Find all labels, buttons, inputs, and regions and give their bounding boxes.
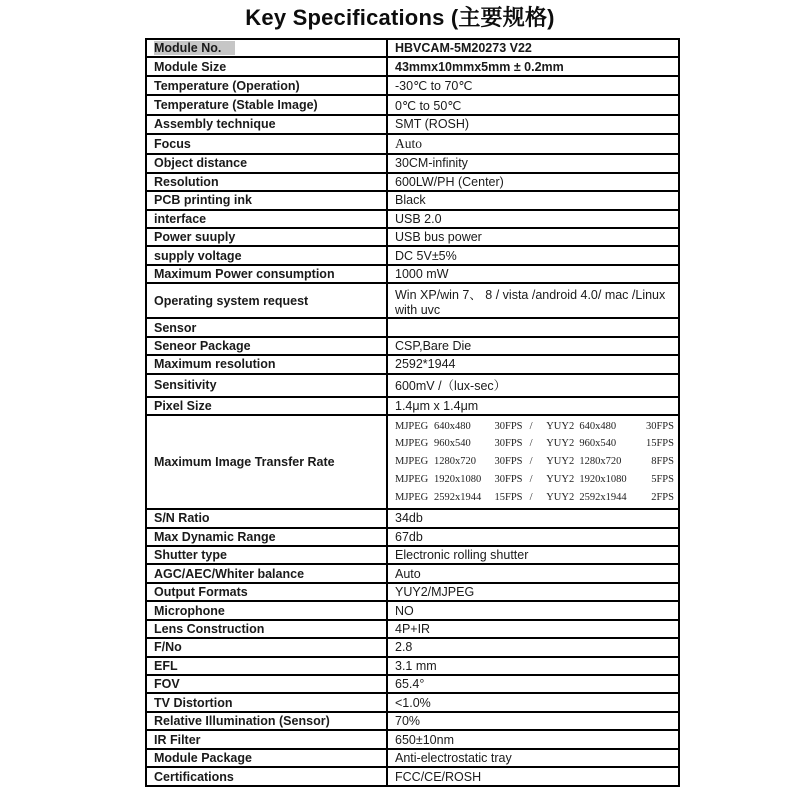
spec-value: 1000 mW (395, 267, 449, 282)
table-row (146, 638, 679, 656)
spec-label-cell (146, 657, 387, 675)
spec-label: F/No (154, 640, 182, 655)
spec-value-cell (387, 76, 679, 96)
spec-value-cell (387, 601, 679, 619)
rate-sep: / (529, 438, 533, 450)
spec-table-body (146, 39, 679, 786)
rate-fps2: 30FPS (645, 420, 674, 432)
spec-value-cell (387, 283, 679, 318)
spec-label: Operating system request (154, 293, 309, 308)
rate-sep: / (529, 456, 533, 468)
table-row (146, 712, 679, 730)
spec-value-cell (387, 415, 679, 509)
table-row (146, 355, 679, 373)
spec-value-cell (387, 675, 679, 693)
table-row (146, 210, 679, 228)
spec-label-cell (146, 675, 387, 693)
spec-label-cell (146, 173, 387, 191)
spec-value: 4P+IR (395, 621, 431, 636)
rate-sep: / (529, 491, 533, 503)
rate-r2: 960x540 (579, 438, 617, 450)
table-row (146, 583, 679, 601)
spec-value: 34db (395, 511, 423, 526)
table-row (146, 173, 679, 191)
rate-sep: / (529, 420, 533, 432)
spec-label: Output Formats (154, 585, 248, 600)
table-row (146, 115, 679, 133)
spec-label-cell (146, 318, 387, 336)
spec-label-cell (146, 154, 387, 172)
table-row (146, 509, 679, 527)
rate-r1: 1280x720 (434, 456, 477, 468)
spec-value-cell (387, 246, 679, 264)
spec-value-cell (387, 712, 679, 730)
spec-value-cell (387, 564, 679, 582)
rate-f1: MJPEG (395, 456, 429, 468)
rate-fps2: 15FPS (645, 438, 674, 450)
spec-value: Black (395, 193, 426, 208)
transfer-rate-line (395, 489, 674, 507)
spec-value-cell (387, 337, 679, 355)
spec-value: 600LW/PH (Center) (395, 174, 504, 189)
spec-label-cell (146, 210, 387, 228)
spec-label: Temperature (Operation) (154, 78, 300, 93)
spec-label: Lens Construction (154, 621, 265, 636)
spec-label: interface (154, 211, 207, 226)
spec-label: Maximum Power consumption (154, 267, 335, 282)
table-row (146, 397, 679, 415)
table-row (146, 337, 679, 355)
spec-value-cell (387, 191, 679, 209)
spec-value: 30CM-infinity (395, 156, 468, 171)
spec-value-cell (387, 620, 679, 638)
spec-label: Sensitivity (154, 378, 217, 393)
spec-value-cell (387, 528, 679, 546)
spec-value: 0℃ to 50℃ (395, 98, 462, 113)
spec-value: Anti-electrostatic tray (395, 751, 512, 766)
spec-value: 1.4μm x 1.4μm (395, 398, 479, 413)
spec-value: CSP,Bare Die (395, 338, 472, 353)
spec-label: Resolution (154, 174, 219, 189)
spec-label-cell (146, 57, 387, 75)
spec-label-cell (146, 564, 387, 582)
table-row (146, 374, 679, 397)
rate-f1: MJPEG (395, 438, 429, 450)
spec-label-cell (146, 374, 387, 397)
spec-value: 650±10nm (395, 732, 454, 747)
spec-label-cell (146, 601, 387, 619)
spec-label: Module No. (154, 41, 235, 55)
page-title: Key Specifications (主要规格) (245, 5, 555, 30)
rate-r1: 640x480 (434, 420, 471, 432)
table-row (146, 39, 679, 57)
table-row (146, 749, 679, 767)
spec-value: 3.1 mm (395, 658, 437, 673)
spec-label: Module Package (154, 751, 252, 766)
spec-value-cell (387, 693, 679, 711)
spec-label: Sensor (154, 320, 197, 335)
table-row (146, 228, 679, 246)
spec-label: supply voltage (154, 248, 242, 263)
rate-r1: 1920x1080 (434, 474, 482, 485)
spec-label-cell (146, 528, 387, 546)
spec-label: Object distance (154, 156, 248, 171)
spec-value: 2592*1944 (395, 357, 456, 372)
spec-value-cell (387, 638, 679, 656)
spec-label-cell (146, 620, 387, 638)
spec-value-cell (387, 210, 679, 228)
spec-label: PCB printing ink (154, 193, 252, 208)
spec-value: NO (395, 603, 414, 618)
spec-value: <1.0% (395, 695, 431, 710)
spec-value-cell (387, 95, 679, 115)
transfer-rate-line (395, 471, 674, 489)
spec-value: 43mmx10mmx5mm ± 0.2mm (395, 59, 564, 74)
table-row (146, 657, 679, 675)
table-row (146, 415, 679, 509)
spec-label-cell (146, 638, 387, 656)
spec-label-cell (146, 767, 387, 786)
spec-label-cell (146, 191, 387, 209)
spec-label: Power suuply (154, 230, 236, 245)
rate-r1: 960x540 (434, 438, 471, 450)
spec-value-cell (387, 397, 679, 415)
rate-r2: 1280x720 (579, 456, 622, 468)
table-row (146, 134, 679, 155)
rate-r2: 2592x1944 (579, 491, 627, 503)
table-row (146, 265, 679, 283)
spec-value: 600mV /（lux-sec） (395, 379, 507, 394)
rate-f2: YUY2 (546, 438, 575, 450)
spec-label: Maximum Image Transfer Rate (154, 455, 335, 470)
rate-fps2: 8FPS (651, 456, 674, 468)
spec-label-cell (146, 228, 387, 246)
spec-label-cell (146, 39, 387, 57)
spec-value: HBVCAM-5M20273 V22 (395, 41, 532, 56)
spec-label: Seneor Package (154, 338, 251, 353)
spec-label-cell (146, 583, 387, 601)
spec-value-cell (387, 730, 679, 748)
spec-label-cell (146, 134, 387, 155)
table-row (146, 546, 679, 564)
table-row (146, 693, 679, 711)
transfer-rate-line (395, 453, 674, 471)
spec-value: YUY2/MJPEG (395, 585, 475, 600)
spec-value-cell (387, 509, 679, 527)
spec-value-cell (387, 57, 679, 75)
table-row (146, 57, 679, 75)
rate-r2: 1920x1080 (579, 474, 627, 485)
spec-value: 67db (395, 529, 423, 544)
spec-value-cell (387, 583, 679, 601)
spec-label: Certifications (154, 769, 234, 784)
spec-label: Temperature (Stable Image) (154, 98, 318, 113)
spec-label: Microphone (154, 603, 225, 618)
table-row (146, 95, 679, 115)
spec-label: IR Filter (154, 732, 201, 747)
spec-value-cell (387, 767, 679, 786)
table-row (146, 191, 679, 209)
spec-value: USB bus power (395, 230, 482, 245)
table-row (146, 675, 679, 693)
spec-label: Module Size (154, 59, 227, 74)
rate-f2: YUY2 (546, 474, 575, 485)
spec-value: Auto (395, 135, 422, 151)
spec-label-cell (146, 246, 387, 264)
rate-fps1: 30FPS (494, 420, 523, 432)
spec-label: Pixel Size (154, 398, 212, 413)
table-row (146, 246, 679, 264)
table-row (146, 620, 679, 638)
spec-value-cell (387, 39, 679, 57)
table-row (146, 154, 679, 172)
table-row (146, 283, 679, 318)
spec-value-cell (387, 115, 679, 133)
rate-fps1: 30FPS (494, 438, 523, 450)
spec-label: Max Dynamic Range (154, 529, 276, 544)
spec-label: FOV (154, 677, 180, 692)
spec-value-cell (387, 355, 679, 373)
spec-value-cell (387, 228, 679, 246)
spec-label-cell (146, 712, 387, 730)
spec-value-cell (387, 546, 679, 564)
spec-value-cell (387, 318, 679, 336)
spec-value: Win XP/win 7、 8 / vista /android 4.0/ mac /Linux with uvc (395, 287, 666, 317)
spec-label-cell (146, 337, 387, 355)
spec-label: Maximum resolution (154, 357, 276, 372)
spec-label-cell (146, 546, 387, 564)
rate-f1: MJPEG (395, 474, 429, 485)
spec-value-cell (387, 374, 679, 397)
rate-fps1: 30FPS (494, 456, 523, 468)
spec-label-cell (146, 265, 387, 283)
rate-fps2: 5FPS (651, 474, 674, 485)
spec-value-cell (387, 749, 679, 767)
spec-value: USB 2.0 (395, 211, 442, 226)
spec-label-cell (146, 730, 387, 748)
rate-fps2: 2FPS (651, 491, 674, 503)
spec-label-cell (146, 693, 387, 711)
table-row (146, 564, 679, 582)
spec-label-cell (146, 397, 387, 415)
spec-label-cell (146, 355, 387, 373)
spec-label: S/N Ratio (154, 511, 210, 526)
spec-value: DC 5V±5% (395, 248, 457, 263)
spec-value-cell (387, 173, 679, 191)
spec-label-cell (146, 115, 387, 133)
spec-table (145, 38, 680, 787)
rate-f2: YUY2 (546, 491, 575, 503)
rate-f1: MJPEG (395, 420, 429, 432)
rate-r2: 640x480 (579, 420, 617, 432)
rate-f1: MJPEG (395, 491, 429, 503)
rate-f2: YUY2 (546, 420, 575, 432)
table-row (146, 528, 679, 546)
spec-label: Shutter type (154, 548, 227, 563)
rate-fps1: 30FPS (494, 474, 523, 485)
spec-label: Assembly technique (154, 117, 276, 132)
spec-label-cell (146, 509, 387, 527)
transfer-rate-line (395, 418, 674, 436)
spec-value: Auto (395, 566, 421, 581)
spec-label: AGC/AEC/Whiter balance (154, 566, 305, 581)
spec-label: TV Distortion (154, 695, 233, 710)
spec-value: FCC/CE/ROSH (395, 769, 482, 784)
spec-value: 65.4° (395, 677, 425, 692)
spec-value: Electronic rolling shutter (395, 548, 529, 563)
table-row (146, 318, 679, 336)
spec-value: -30℃ to 70℃ (395, 79, 473, 94)
rate-fps1: 15FPS (494, 491, 523, 503)
spec-value-cell (387, 265, 679, 283)
spec-label: Relative Illumination (Sensor) (154, 714, 330, 729)
spec-value: 70% (395, 714, 421, 729)
spec-value-cell (387, 134, 679, 155)
table-row (146, 767, 679, 786)
table-row (146, 730, 679, 748)
spec-label-cell (146, 76, 387, 96)
transfer-rate-line (395, 435, 674, 453)
spec-label-cell (146, 415, 387, 509)
spec-value: 2.8 (395, 640, 413, 655)
spec-label: Focus (154, 136, 191, 151)
spec-label-cell (146, 95, 387, 115)
spec-value: SMT (ROSH) (395, 117, 470, 132)
spec-label-cell (146, 283, 387, 318)
spec-label-cell (146, 749, 387, 767)
table-row (146, 76, 679, 96)
spec-label: EFL (154, 658, 178, 673)
rate-f2: YUY2 (546, 456, 575, 468)
spec-value-cell (387, 657, 679, 675)
rate-r1: 2592x1944 (434, 491, 482, 503)
spec-value-cell (387, 154, 679, 172)
table-row (146, 601, 679, 619)
rate-sep: / (529, 474, 533, 485)
